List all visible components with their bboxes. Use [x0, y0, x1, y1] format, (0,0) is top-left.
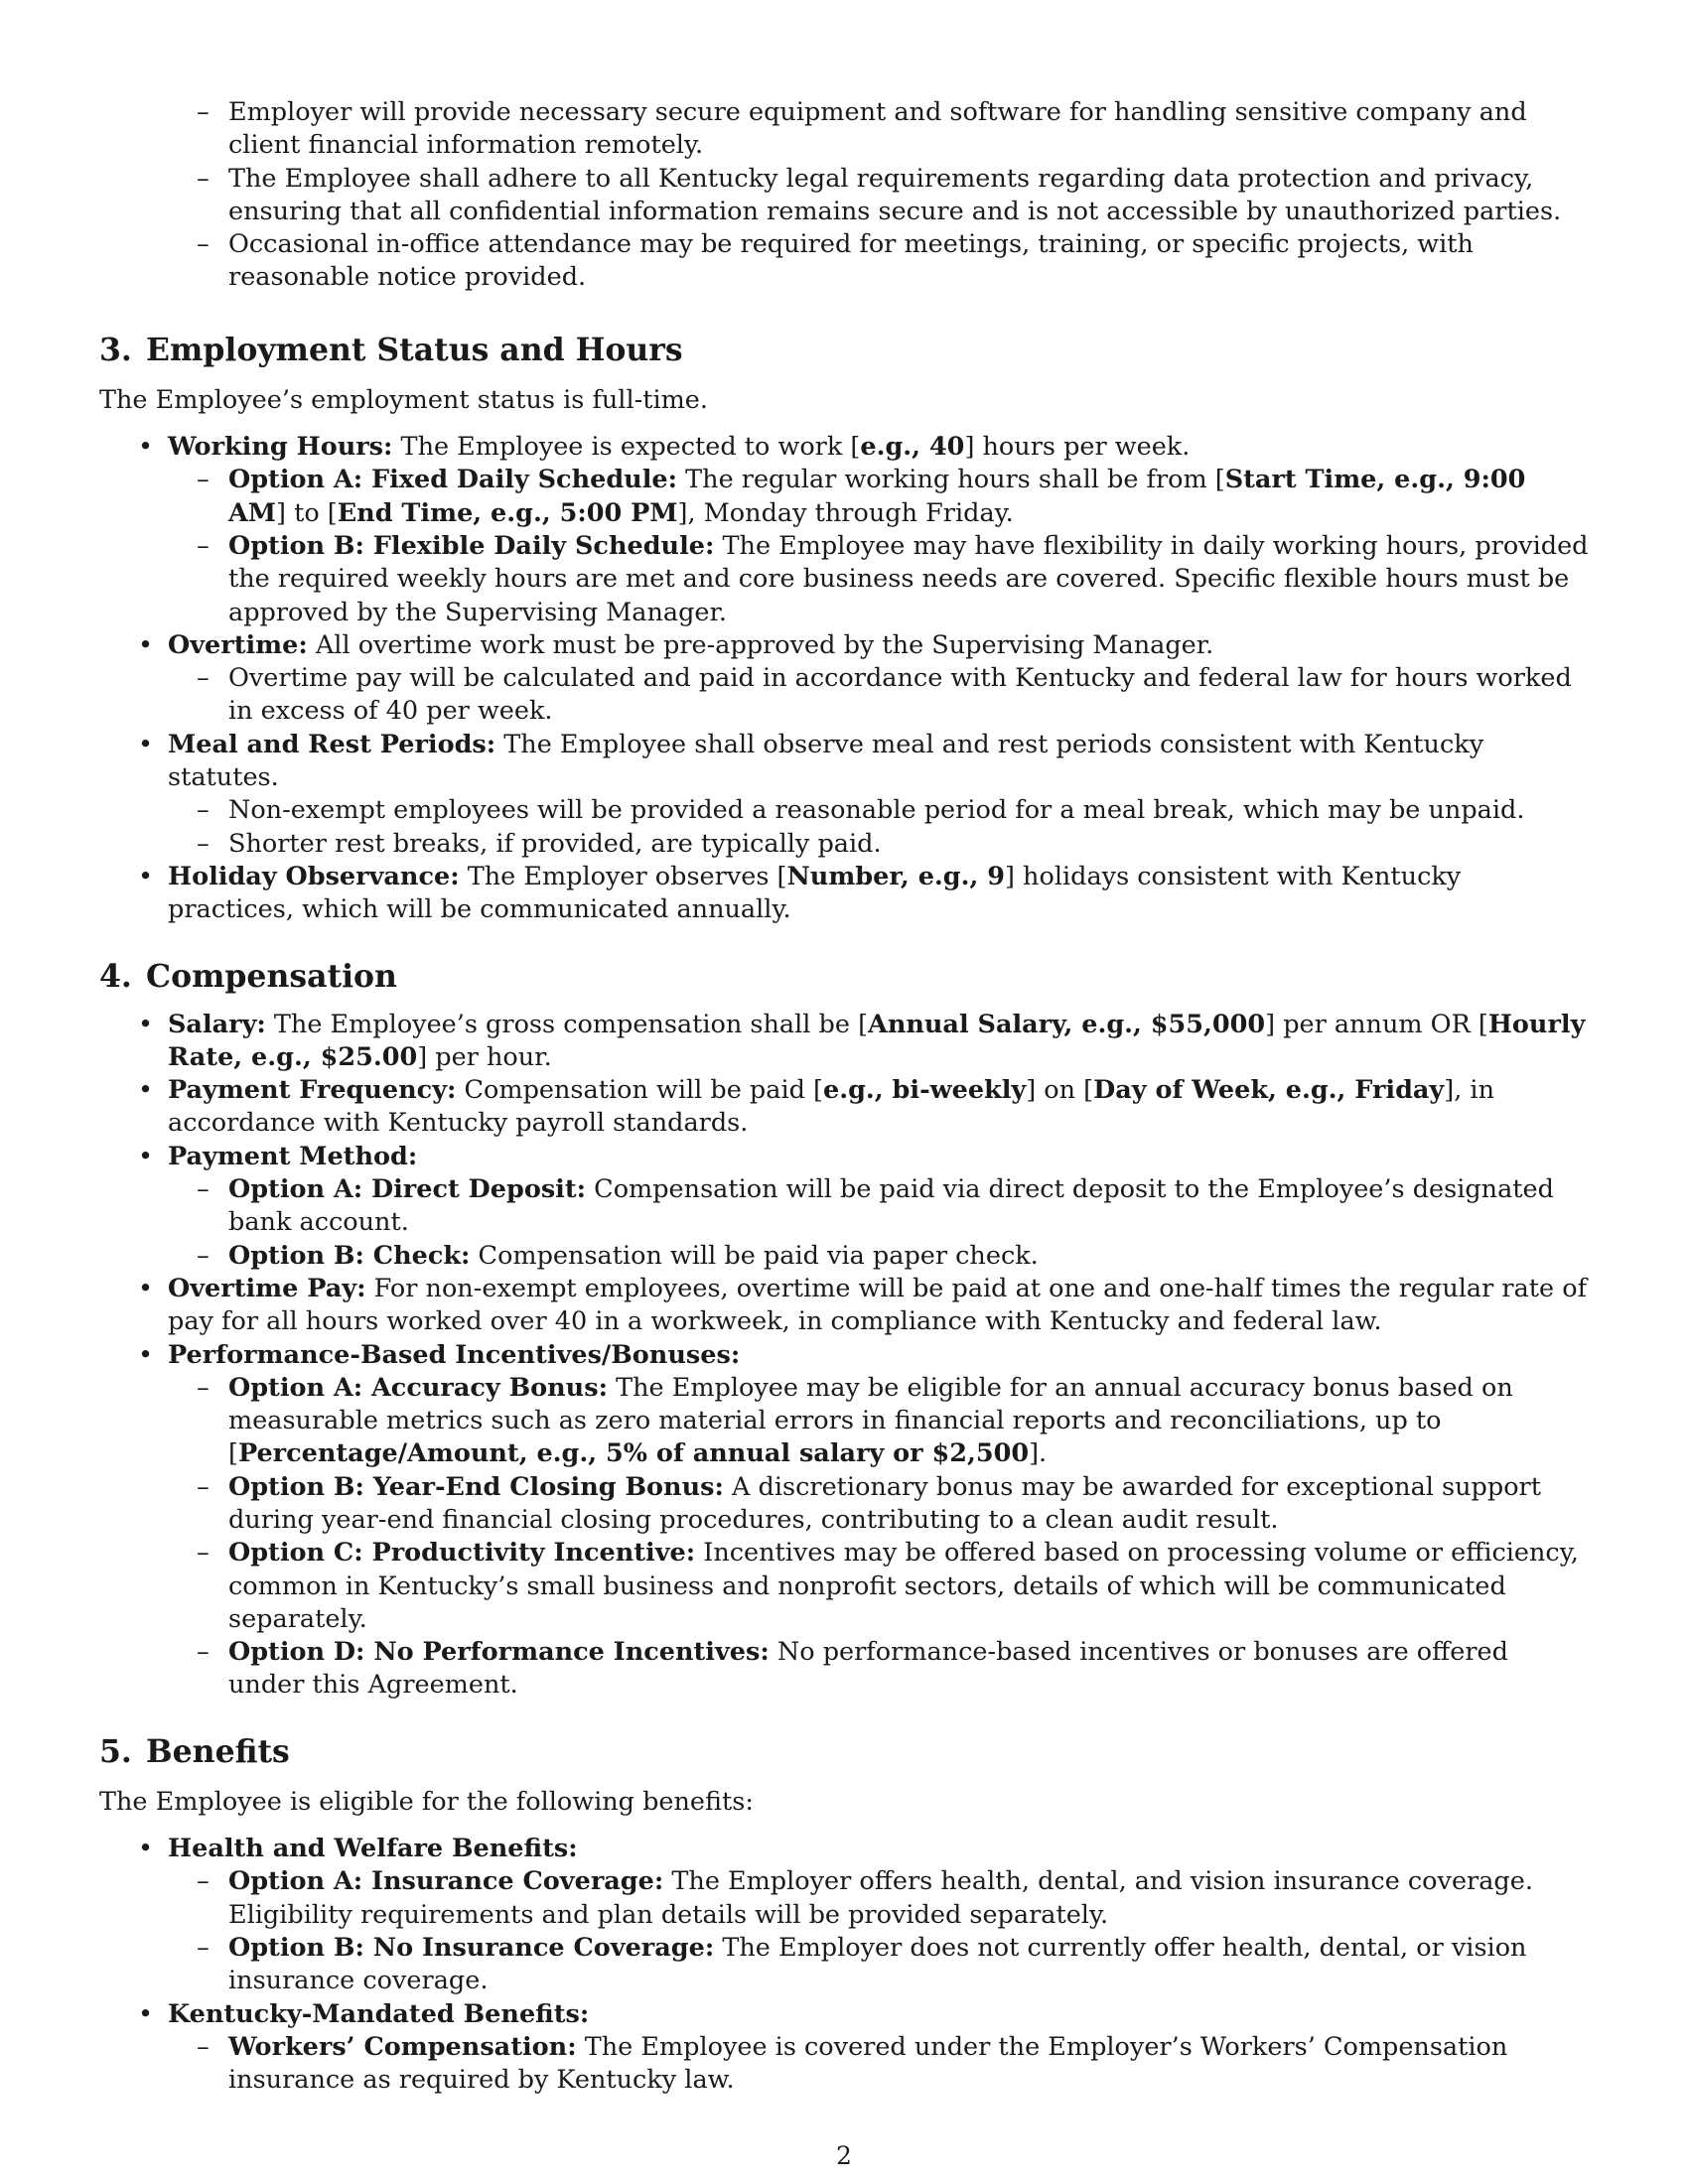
bullet-marker: • [138, 1339, 154, 1370]
dash-marker: – [197, 828, 210, 859]
dash-marker: – [197, 1471, 210, 1502]
dash-marker: – [197, 1866, 210, 1897]
holiday-item: • Holiday Observance: The Employer observes [Number, e.g., 9] holidays consistent with Kentucky practices, which will be communicated annually. [138, 861, 1462, 925]
overtime-item: • Overtime: All overtime work must be pre-approved by the Supervising Manager. [99, 629, 1589, 662]
dash-marker: – [197, 795, 210, 826]
bullet-marker: • [138, 1141, 154, 1171]
bullet-marker: • [138, 729, 154, 759]
dash-marker: – [197, 97, 210, 127]
section-4-heading: 4. Compensation [99, 957, 397, 995]
dash-marker: – [197, 229, 210, 260]
check-option: – Option B: Check: Compensation will be paid via paper check. [99, 1240, 1589, 1273]
no-insurance-option: – Option B: No Insurance Coverage: The Employer does not currently offer health, dental, or vision insurance coverage. [197, 1932, 1527, 1996]
accuracy-bonus-option: – Option A: Accuracy Bonus: The Employee may be eligible for an annual accuracy bonus based on measurable metrics such as zero material errors in financial reports and reconciliations, up to [Percentage/Amount, e.g., 5% of annual salary or $2,500]. [197, 1372, 1513, 1469]
health-benefits-item: • Health and Welfare Benefits: [99, 1833, 1589, 1865]
list-item: – The Employee shall adhere to all Kentucky legal requirements regarding data protection and privacy, ensuring that all confidential information remains secure and is not accessible by unauthorized parties. [197, 163, 1562, 226]
dash-marker: – [197, 530, 210, 561]
no-incentives-option: – Option D: No Performance Incentives: No performance-based incentives or bonuses are offered under this Agreement. [197, 1637, 1508, 1701]
payment-frequency-item: • Payment Frequency: Compensation will be paid [e.g., bi-weekly] on [Day of Week, e.g., Friday], in accordance with Kentucky payroll standards. [138, 1075, 1495, 1139]
flexible-schedule-option: – Option B: Flexible Daily Schedule: The Employee may have flexibility in daily working hours, provided the required weekly hours are met and core business needs are covered. Specific flexible hours must be approved by the Supervising Manager. [197, 530, 1589, 627]
fixed-schedule-option: – Option A: Fixed Daily Schedule: The regular working hours shall be from [Start Time, e.g., 9:00 AM] to [End Time, e.g., 5:00 PM], Monday through Friday. [197, 465, 1526, 528]
section-3-heading: 3. Employment Status and Hours [99, 331, 683, 368]
direct-deposit-option: – Option A: Direct Deposit: Compensation will be paid via direct deposit to the Employee’s designated bank account. [197, 1174, 1554, 1238]
insurance-coverage-option: – Option A: Insurance Coverage: The Employer offers health, dental, and vision insurance coverage. Eligibility requirements and plan details will be provided separately. [197, 1866, 1533, 1930]
incentives-item: • Performance-Based Incentives/Bonuses: [99, 1339, 1589, 1372]
overtime-pay-item: • Overtime Pay: For non-exempt employees, overtime will be paid at one and one-half times the regular rate of pay for all hours worked over 40 in a workweek, in compliance with Kentucky and federal law. [138, 1273, 1588, 1337]
dash-marker: – [197, 1240, 210, 1271]
bullet-marker: • [138, 861, 154, 891]
meal-rest-item: • Meal and Rest Periods: The Employee shall observe meal and rest periods consistent with Kentucky statutes. [138, 729, 1484, 793]
kentucky-benefits-item: • Kentucky-Mandated Benefits: [99, 1998, 1589, 2031]
dash-marker: – [197, 465, 210, 495]
list-item: – Overtime pay will be calculated and paid in accordance with Kentucky and federal law for hours worked in excess of 40 per week. [197, 663, 1572, 727]
bullet-marker: • [138, 432, 154, 463]
bullet-marker: • [138, 1009, 154, 1039]
productivity-incentive-option: – Option C: Productivity Incentive: Incentives may be offered based on processing volume or efficiency, common in Kentucky’s small business and nonprofit sectors, details of which will be communicated separately. [197, 1538, 1579, 1634]
dash-marker: – [197, 663, 210, 694]
bullet-marker: • [138, 629, 154, 660]
dash-marker: – [197, 1372, 210, 1403]
dash-marker: – [197, 1538, 210, 1569]
section-5-heading: 5. Benefits [99, 1732, 290, 1770]
dash-marker: – [197, 1932, 210, 1963]
section-3-intro: The Employee’s employment status is full-time. [99, 384, 709, 415]
working-hours-item: • Working Hours: The Employee is expected to work [e.g., 40] hours per week. [99, 431, 1589, 464]
dash-marker: – [197, 2031, 210, 2062]
list-item: – Shorter rest breaks, if provided, are typically paid. [99, 828, 1589, 861]
dash-marker: – [197, 163, 210, 194]
section-5-intro: The Employee is eligible for the following benefits: [99, 1786, 754, 1817]
bullet-marker: • [138, 1273, 154, 1303]
salary-item: • Salary: The Employee’s gross compensation shall be [Annual Salary, e.g., $55,000] per annum OR [Hourly Rate, e.g., $25.00] per hour. [138, 1009, 1586, 1072]
bullet-marker: • [138, 1834, 154, 1864]
list-item: – Occasional in-office attendance may be required for meetings, training, or specific projects, with reasonable notice provided. [197, 229, 1474, 293]
bullet-marker: • [138, 1075, 154, 1106]
year-end-bonus-option: – Option B: Year-End Closing Bonus: A discretionary bonus may be awarded for exceptional support during year-end financial closing procedures, contributing to a clean audit result. [197, 1471, 1541, 1535]
list-item: – Employer will provide necessary secure equipment and software for handling sensitive company and client financial information remotely. [197, 97, 1527, 161]
workers-comp-item: – Workers’ Compensation: The Employee is covered under the Employer’s Workers’ Compensation insurance as required by Kentucky law. [197, 2031, 1508, 2096]
dash-marker: – [197, 1637, 210, 1668]
list-item: – Non-exempt employees will be provided a reasonable period for a meal break, which may be unpaid. [99, 794, 1589, 827]
bullet-marker: • [138, 1998, 154, 2029]
document-page [99, 96, 1589, 2097]
page-number: 2 [836, 2141, 852, 2170]
dash-marker: – [197, 1174, 210, 1205]
payment-method-item: • Payment Method: [99, 1141, 1589, 1173]
